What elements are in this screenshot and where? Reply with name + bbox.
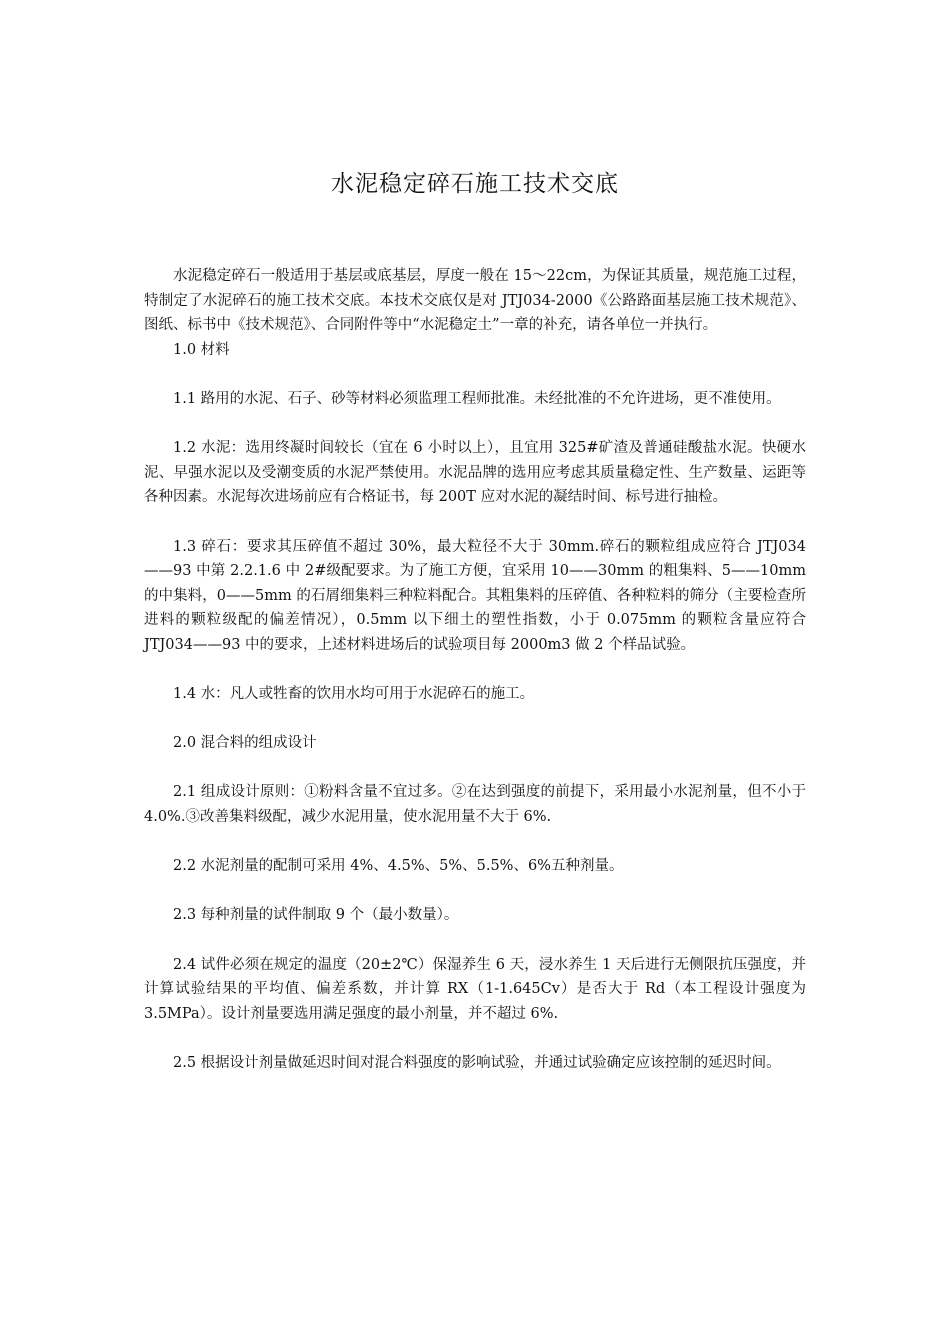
paragraph-1-3: 1.3 碎石：要求其压碎值不超过 30%，最大粒径不大于 30mm.碎石的颗粒组成应符合 JTJ034——93 中第 2.2.1.6 中 2#级配要求。为了施工方便，宜采用 10——30mm 的粗集料、5——10mm 的中集料，0——5mm 的石屑细集料三种粒料配合。其粗集料的压碎值、各种粒料的筛分（主要检查所进料的颗粒级配的偏差情况），0.5mm 以下细土的塑性指数，小于 0.075mm 的颗粒含量应符合 JTJ034——93 中的要求，上述材料进场后的试验项目每 2000m3 做 2 个样品试验。	[144, 538, 806, 653]
paragraph-2-5: 2.5 根据设计剂量做延迟时间对混合料强度的影响试验，并通过试验确定应该控制的延迟时间。	[173, 1055, 781, 1071]
document-body	[144, 264, 806, 1076]
paragraph-1-2: 1.2 水泥：选用终凝时间较长（宜在 6 小时以上），且宜用 325#矿渣及普通硅酸盐水泥。快硬水泥、早强水泥以及受潮变质的水泥严禁使用。水泥品牌的选用应考虑其质量稳定性、生产数量、运距等各种因素。水泥每次进场前应有合格证书，每 200T 应对水泥的凝结时间、标号进行抽检。	[144, 440, 806, 506]
heading-1-0-materials: 1.0 材料	[173, 341, 230, 358]
paragraph-2-4: 2.4 试件必须在规定的温度（20±2℃）保湿养生 6 天，浸水养生 1 天后进行无侧限抗压强度，并计算试验结果的平均值、偏差系数，并计算 RX（1-1.645Cv）是否大于 Rd（本工程设计强度为 3.5MPa）。设计剂量要选用满足强度的最小剂量，并不超过 6%.	[144, 956, 806, 1022]
paragraph-2-1: 2.1 组成设计原则：①粉料含量不宜过多。②在达到强度的前提下，采用最小水泥剂量，但不小于 4.0%.③改善集料级配，减少水泥用量，使水泥用量不大于 6%.	[144, 784, 806, 826]
document-title: 水泥稳定碎石施工技术交底	[331, 171, 619, 197]
paragraph-intro: 水泥稳定碎石一般适用于基层或底基层，厚度一般在 15～22cm，为保证其质量，规范施工过程，特制定了水泥碎石的施工技术交底。本技术交底仅是对 JTJ034-2000《公路路面基层施工技术规范》、图纸、标书中《技术规范》、合同附件等中“水泥稳定土”一章的补充，请各单位一并执行。	[144, 268, 806, 334]
paragraph-1-1: 1.1 路用的水泥、石子、砂等材料必须监理工程师批准。未经批准的不允许进场，更不准使用。	[173, 390, 781, 407]
paragraph-1-4: 1.4 水：凡人或牲畜的饮用水均可用于水泥碎石的施工。	[173, 686, 535, 703]
paragraph-2-2: 2.2 水泥剂量的配制可采用 4%、4.5%、5%、5.5%、6%五种剂量。	[173, 858, 624, 875]
paragraph-2-3: 2.3 每种剂量的试件制取 9 个（最小数量）。	[173, 907, 459, 924]
heading-2-0-mix-design: 2.0 混合料的组成设计	[173, 735, 317, 752]
